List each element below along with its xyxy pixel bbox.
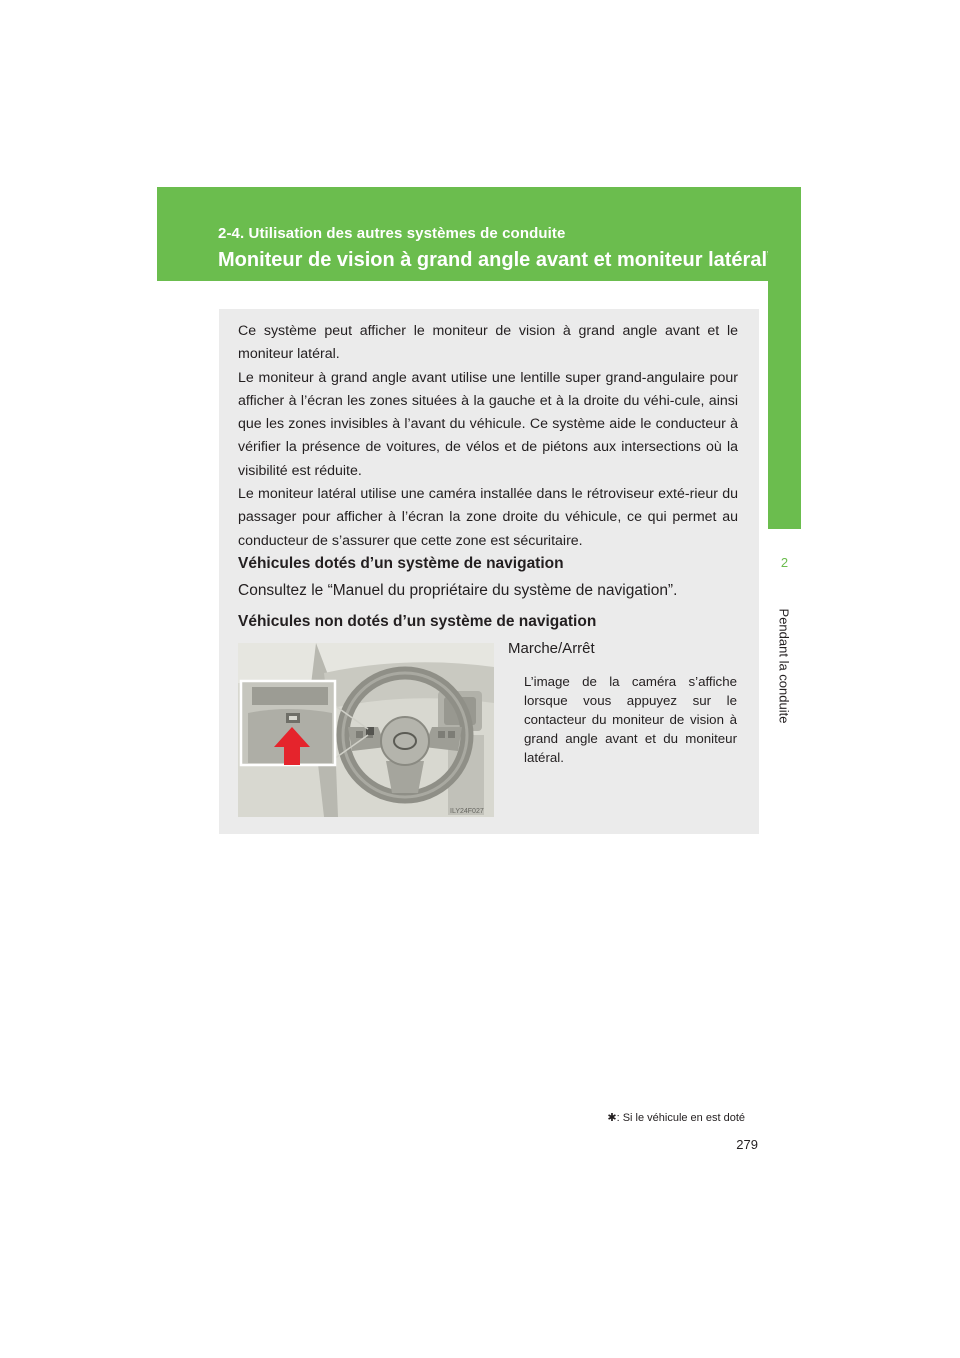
intro-paragraph: Ce système peut afficher le moniteur de vision à grand angle avant et le moniteur latéral.: [238, 323, 738, 363]
footnote-symbol: ✱: [607, 1112, 617, 1124]
intro-paragraph: Le moniteur à grand angle avant utilise une lentille super grand-angulaire pour afficher à l’écran les zones situées à la gauche et à la droite du véhi-cule, ainsi que les zones invisibles à l’avant du véhicule. Ce système aide le conducteur à vérifier la présence de voitures, de vélos et de piétons aux intersections où la visibilité est réduite.: [238, 369, 738, 479]
page-title-text: Moniteur de vision à grand angle avant et moniteur latéral: [218, 249, 768, 271]
nonav-heading: Véhicules non dotés d’un système de navigation: [238, 613, 597, 630]
on-off-label: Marche/Arrêt: [508, 640, 595, 657]
illustration-code: ILY24F027: [450, 808, 484, 815]
intro-paragraph: Le moniteur latéral utilise une caméra installée dans le rétroviseur exté-rieur du passager pour afficher à l’écran la zone droite du véhicule, ce qui permet au conducteur de s’assurer que cette zone est sécuritaire.: [238, 486, 738, 549]
chapter-number: 2: [780, 555, 789, 570]
nav-heading: Véhicules dotés d’un système de navigation: [238, 555, 564, 572]
footnote-text: : Si le véhicule en est doté: [616, 1112, 745, 1124]
chapter-side-tab: [768, 187, 801, 529]
chapter-header: [157, 187, 801, 281]
nav-text: Consultez le “Manuel du propriétaire du système de navigation”.: [238, 582, 678, 599]
page-number: 279: [736, 1137, 758, 1152]
on-off-description: L’image de la caméra s’affiche lorsque vous appuyez sur le contacteur du moniteur de vision à grand angle avant et du moniteur latéral.: [524, 674, 737, 765]
section-label: 2-4. Utilisation des autres systèmes de conduite: [218, 225, 566, 242]
footnote: [400, 1111, 745, 1124]
dashboard-illustration: [238, 643, 494, 817]
chapter-label: Pendant la conduite: [776, 608, 792, 724]
page-title: [218, 249, 772, 272]
intro-text: [238, 320, 738, 553]
dashboard-drawing: [238, 643, 494, 817]
